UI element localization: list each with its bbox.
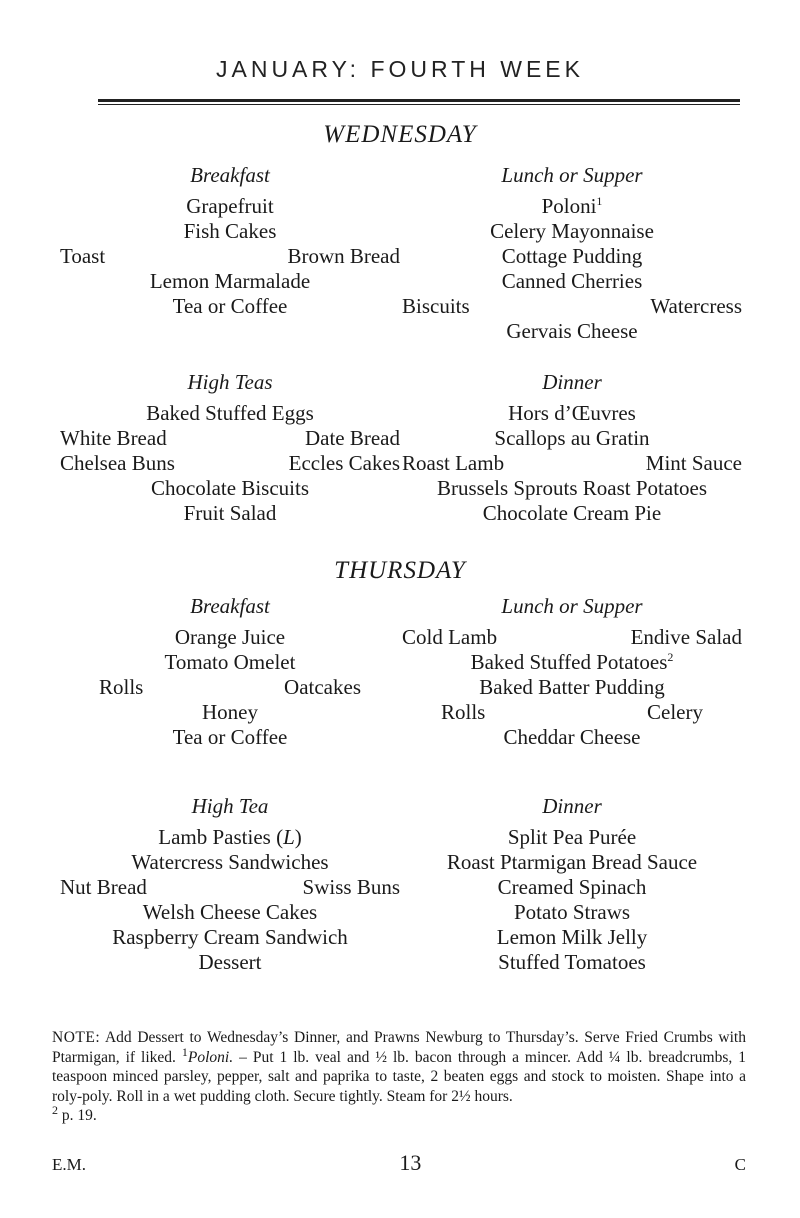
- menu-item: Canned Cherries: [501, 269, 643, 293]
- menu-item: Chocolate Cream Pie: [482, 501, 662, 525]
- menu-item-pair: [60, 451, 400, 476]
- page-footer: [52, 1150, 746, 1176]
- menu-item: Rolls: [441, 700, 486, 724]
- menu-item: Orange Juice: [174, 625, 286, 649]
- menu-item: Mint Sauce: [645, 451, 742, 475]
- menu-item: Potato Straws: [513, 900, 631, 924]
- menu-item-pair: [99, 675, 361, 700]
- menu-item: Roast Lamb: [402, 451, 505, 475]
- menu-item: Stuffed Tomatoes: [498, 950, 646, 974]
- footnote-number: 2: [52, 1102, 58, 1117]
- menu-item: Grapefruit: [186, 194, 274, 218]
- menu-item: Toast: [60, 244, 106, 268]
- menu-item: Gervais Cheese: [506, 319, 638, 343]
- running-head: JANUARY: FOURTH WEEK: [216, 56, 584, 82]
- menu-item: Eccles Cakes: [288, 451, 400, 475]
- menu-item: Baked Stuffed Potatoes$^2$: [470, 650, 674, 674]
- menu-item: Roast Ptarmigan Bread Sauce: [446, 850, 698, 874]
- menu-item-pair: [402, 625, 742, 650]
- menu-item: Fish Cakes: [183, 219, 277, 243]
- menu-item: Lemon Marmalade: [149, 269, 311, 293]
- header-rule-thin: [98, 104, 740, 105]
- footnote-ref: 1: [596, 194, 603, 208]
- menu-item: Celery: [647, 700, 703, 724]
- menu-item: Split Pea Purée: [507, 825, 637, 849]
- thursday-breakfast: [50, 594, 410, 750]
- menu-item-pair: [402, 451, 742, 476]
- menu-item: Baked Stuffed Eggs: [146, 401, 314, 425]
- menu-item: Celery Mayonnaise: [490, 219, 654, 243]
- day-title-thursday: THURSDAY: [334, 557, 466, 584]
- note-label: NOTE:: [52, 1029, 101, 1046]
- menu-item: Tomato Omelet: [164, 650, 296, 674]
- meal-heading: Breakfast: [190, 163, 270, 187]
- menu-item: Hors d’Œuvres: [508, 401, 636, 425]
- footnote-ref: 2: [667, 650, 674, 664]
- menu-item: Cold Lamb: [402, 625, 498, 649]
- menu-item: White Bread: [60, 426, 167, 450]
- wednesday-lunch: [392, 163, 752, 344]
- menu-item: Cheddar Cheese: [503, 725, 641, 749]
- menu-item: Honey: [202, 700, 258, 724]
- menu-item: Raspberry Cream Sandwich: [112, 925, 348, 949]
- menu-item: Fruit Salad: [183, 501, 277, 525]
- wednesday-high-tea: [50, 370, 410, 526]
- menu-item: Chocolate Biscuits: [150, 476, 310, 500]
- signature-mark: E.M.: [52, 1155, 86, 1174]
- meal-heading: Dinner: [542, 370, 602, 394]
- signature-letter: C: [734, 1155, 746, 1174]
- menu-item: Dessert: [198, 950, 262, 974]
- menu-item: Cottage Pudding: [501, 244, 643, 268]
- meal-heading: Lunch or Supper: [501, 163, 643, 187]
- thursday-dinner: [392, 794, 752, 975]
- menu-item: Biscuits: [402, 294, 470, 318]
- meal-heading: Breakfast: [190, 594, 270, 618]
- header-rule: [98, 99, 740, 102]
- menu-item-pair: [441, 700, 703, 725]
- menu-item-pair: [60, 426, 400, 451]
- menu-item: Tea or Coffee: [172, 294, 288, 318]
- menu-item: Swiss Buns: [302, 875, 400, 899]
- meal-heading: High Teas: [187, 370, 273, 394]
- footnote-text: – Put 1 lb. veal and ½ lb. bacon through a mincer. Add ¼ lb. breadcrumbs, 1 teaspoon minced parsley, pepper, salt and paprika to taste, 2 beaten eggs and stock to moisten. Shape into a roly-poly. Roll in a wet pudding cloth. Secure tightly. Steam for 2½ hours.: [52, 1048, 747, 1105]
- wednesday-dinner: [392, 370, 752, 526]
- meal-heading: Lunch or Supper: [501, 594, 643, 618]
- footnote-block: [52, 1028, 746, 1126]
- day-title-wednesday: WEDNESDAY: [323, 121, 477, 148]
- menu-item: Baked Batter Pudding: [479, 675, 665, 699]
- meal-heading: Dinner: [542, 794, 602, 818]
- menu-item: Tea or Coffee: [172, 725, 288, 749]
- menu-item: Creamed Spinach: [497, 875, 647, 899]
- menu-item-pair: [60, 875, 400, 900]
- wednesday-breakfast: [50, 163, 410, 319]
- menu-item: Scallops au Gratin: [494, 426, 650, 450]
- menu-item: Date Bread: [304, 426, 400, 450]
- menu-item: Endive Salad: [630, 625, 742, 649]
- menu-item: Rolls: [99, 675, 144, 699]
- meal-heading: High Tea: [191, 794, 269, 818]
- menu-item: Nut Bread: [60, 875, 147, 899]
- menu-item: Brown Bread: [287, 244, 400, 268]
- menu-item-pair: [402, 294, 742, 319]
- footnote-text: p. 19.: [58, 1107, 97, 1124]
- note-text: Add Dessert to Wednesday’s Dinner, and Prawns Newburg to Thursday’s. Serve Fried Crumbs with Ptarmigan, if liked.: [52, 1029, 746, 1066]
- thursday-high-tea: [50, 794, 410, 975]
- menu-item: Watercress Sandwiches: [131, 850, 329, 874]
- menu-item-pair: [60, 244, 400, 269]
- footnote-number: 1: [181, 1044, 188, 1059]
- menu-item: Poloni$^1$: [541, 194, 603, 218]
- menu-item: Chelsea Buns: [60, 451, 175, 475]
- page-number: 13: [399, 1150, 422, 1175]
- menu-item: Lemon Milk Jelly: [496, 925, 648, 949]
- thursday-lunch: [392, 594, 752, 750]
- menu-item: Oatcakes: [284, 675, 361, 699]
- menu-item: Welsh Cheese Cakes: [142, 900, 318, 924]
- menu-item: Lamb Pasties (L): [158, 825, 302, 849]
- menu-item: Watercress: [650, 294, 742, 318]
- menu-item: Brussels Sprouts Roast Potatoes: [436, 476, 708, 500]
- footnote-title: Poloni.: [187, 1048, 234, 1066]
